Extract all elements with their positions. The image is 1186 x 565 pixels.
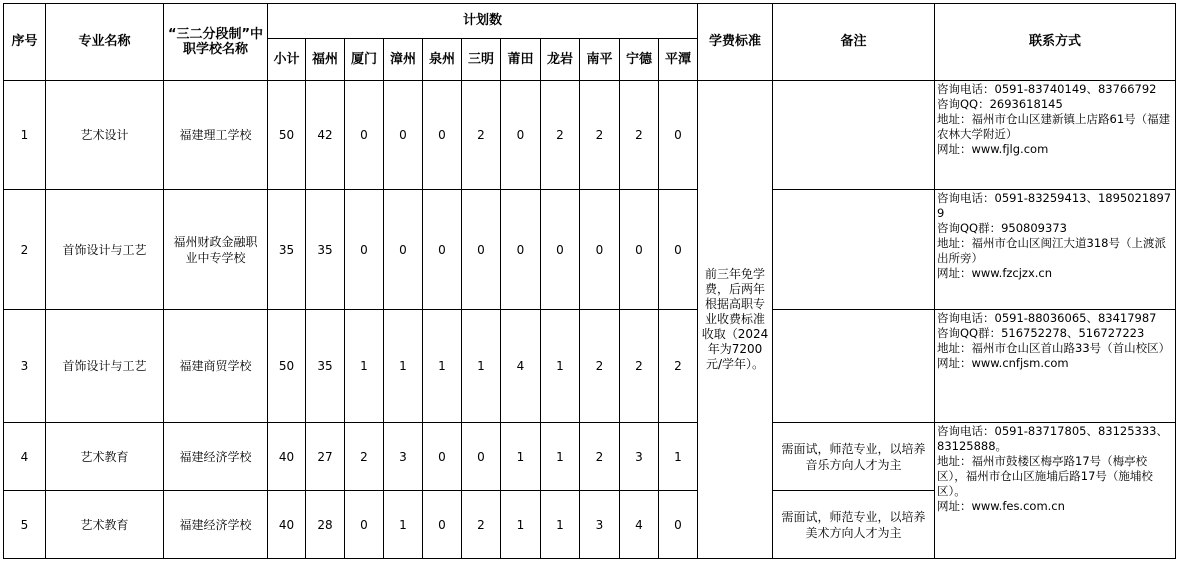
- row-city-count: 1: [345, 310, 384, 423]
- row-city-count: 0: [423, 190, 462, 310]
- header-subtotal: 小计: [268, 39, 306, 81]
- row-city-count: 27: [306, 423, 345, 491]
- row-city-count: 4: [501, 310, 541, 423]
- contact-cell: [935, 310, 1176, 423]
- contact-phone: 咨询电话：0591-83259413、18950218979: [937, 191, 1172, 220]
- row-city-count: 28: [306, 491, 345, 559]
- row-note: [773, 81, 935, 190]
- row-school: 福建经济学校: [164, 491, 268, 559]
- row-major: 首饰设计与工艺: [46, 310, 164, 423]
- row-city-count: 0: [423, 81, 462, 190]
- row-subtotal: 50: [268, 310, 306, 423]
- row-city-count: 35: [306, 190, 345, 310]
- header-city: 福州: [306, 39, 345, 81]
- row-school: 福州财政金融职业中专学校: [164, 190, 268, 310]
- row-city-count: 35: [306, 310, 345, 423]
- row-index: 4: [4, 423, 46, 491]
- row-city-count: 1: [501, 423, 541, 491]
- header-major: 专业名称: [46, 4, 164, 81]
- row-city-count: 2: [462, 491, 501, 559]
- row-index: 1: [4, 81, 46, 190]
- row-city-count: 0: [620, 190, 659, 310]
- row-city-count: 2: [580, 423, 620, 491]
- row-city-count: 1: [423, 310, 462, 423]
- row-school: 福建经济学校: [164, 423, 268, 491]
- row-city-count: 3: [384, 423, 423, 491]
- contact-phone: 咨询电话：0591-83740149、83766792: [937, 82, 1157, 96]
- header-index: 序号: [4, 4, 46, 81]
- row-city-count: 4: [620, 491, 659, 559]
- row-city-count: 2: [620, 310, 659, 423]
- contact-phone: 咨询电话：0591-83717805、83125333、83125888。: [937, 424, 1168, 453]
- row-city-count: 1: [541, 310, 580, 423]
- contact-qq: 咨询QQ群：516752278、516727223: [937, 326, 1145, 340]
- row-city-count: 0: [423, 423, 462, 491]
- row-city-count: 2: [345, 423, 384, 491]
- header-city: 泉州: [423, 39, 462, 81]
- row-city-count: 0: [501, 81, 541, 190]
- header-plan: 计划数: [268, 4, 698, 39]
- row-school: 福建商贸学校: [164, 310, 268, 423]
- header-city: 龙岩: [541, 39, 580, 81]
- row-city-count: 1: [462, 310, 501, 423]
- header-city: 漳州: [384, 39, 423, 81]
- row-city-count: 0: [541, 190, 580, 310]
- enrollment-plan-table: [3, 3, 1176, 559]
- header-city: 三明: [462, 39, 501, 81]
- row-subtotal: 50: [268, 81, 306, 190]
- row-subtotal: 40: [268, 423, 306, 491]
- row-city-count: 1: [659, 423, 698, 491]
- row-city-count: 42: [306, 81, 345, 190]
- row-index: 2: [4, 190, 46, 310]
- contact-address: 地址：福州市仓山区首山路33号（首山校区）: [937, 341, 1171, 355]
- table-row: [4, 81, 1176, 190]
- contact-qq: 咨询QQ群：950809373: [937, 221, 1067, 235]
- row-city-count: 0: [659, 81, 698, 190]
- row-city-count: 2: [580, 310, 620, 423]
- header-fee: 学费标准: [698, 4, 773, 81]
- row-major: 艺术设计: [46, 81, 164, 190]
- row-city-count: 2: [659, 310, 698, 423]
- table-row: [4, 190, 1176, 310]
- row-subtotal: 40: [268, 491, 306, 559]
- row-city-count: 2: [462, 81, 501, 190]
- contact-address: 地址：福州市鼓楼区梅亭路17号（梅亭校区），福州市仓山区施埔后路17号（施埔校区）。: [937, 454, 1153, 498]
- contact-website: 网址：www.cnfjsm.com: [937, 356, 1069, 370]
- header-city: 莆田: [501, 39, 541, 81]
- header-city: 厦门: [345, 39, 384, 81]
- header-city: 宁德: [620, 39, 659, 81]
- row-major: 艺术教育: [46, 491, 164, 559]
- row-subtotal: 35: [268, 190, 306, 310]
- row-city-count: 2: [541, 81, 580, 190]
- row-city-count: 1: [541, 491, 580, 559]
- row-city-count: 1: [501, 491, 541, 559]
- row-city-count: 0: [345, 491, 384, 559]
- row-city-count: 0: [423, 491, 462, 559]
- row-city-count: 1: [384, 310, 423, 423]
- row-city-count: 0: [384, 190, 423, 310]
- row-index: 3: [4, 310, 46, 423]
- contact-website: 网址：www.fjlg.com: [937, 142, 1049, 156]
- table-row: [4, 310, 1176, 423]
- row-note: [773, 310, 935, 423]
- row-city-count: 0: [345, 190, 384, 310]
- header-school: “三二分段制”中职学校名称: [164, 4, 268, 81]
- header-city: 平潭: [659, 39, 698, 81]
- row-city-count: 2: [580, 81, 620, 190]
- row-city-count: 1: [384, 491, 423, 559]
- row-city-count: 0: [659, 190, 698, 310]
- table-row: [4, 423, 1176, 491]
- row-city-count: 0: [580, 190, 620, 310]
- row-major: 艺术教育: [46, 423, 164, 491]
- row-note: [773, 190, 935, 310]
- row-index: 5: [4, 491, 46, 559]
- row-city-count: 1: [541, 423, 580, 491]
- row-city-count: 0: [384, 81, 423, 190]
- row-school: 福建理工学校: [164, 81, 268, 190]
- contact-qq: 咨询QQ：2693618145: [937, 97, 1063, 111]
- contact-address: 地址：福州市仓山区建新镇上店路61号（福建农林大学附近）: [937, 112, 1171, 141]
- header-city: 南平: [580, 39, 620, 81]
- contact-cell: [935, 423, 1176, 559]
- contact-phone: 咨询电话：0591-88036065、83417987: [937, 311, 1157, 325]
- row-city-count: 0: [345, 81, 384, 190]
- row-note: 需面试，师范专业，以培养美术方向人才为主: [773, 491, 935, 559]
- row-city-count: 0: [462, 190, 501, 310]
- row-city-count: 0: [501, 190, 541, 310]
- row-city-count: 3: [580, 491, 620, 559]
- contact-website: 网址：www.fzcjzx.cn: [937, 266, 1053, 280]
- row-city-count: 0: [659, 491, 698, 559]
- contact-website: 网址：www.fes.com.cn: [937, 499, 1065, 513]
- contact-cell: [935, 81, 1176, 190]
- header-contact: 联系方式: [935, 4, 1176, 81]
- header-note: 备注: [773, 4, 935, 81]
- fee-standard: 前三年免学费，后两年根据高职专业收费标准收取（2024年为7200元/学年）。: [698, 81, 773, 559]
- contact-address: 地址：福州市仓山区闽江大道318号（上渡派出所旁）: [937, 236, 1166, 265]
- row-major: 首饰设计与工艺: [46, 190, 164, 310]
- contact-cell: [935, 190, 1176, 310]
- row-city-count: 0: [462, 423, 501, 491]
- row-note: 需面试，师范专业，以培养音乐方向人才为主: [773, 423, 935, 491]
- row-city-count: 2: [620, 81, 659, 190]
- row-city-count: 3: [620, 423, 659, 491]
